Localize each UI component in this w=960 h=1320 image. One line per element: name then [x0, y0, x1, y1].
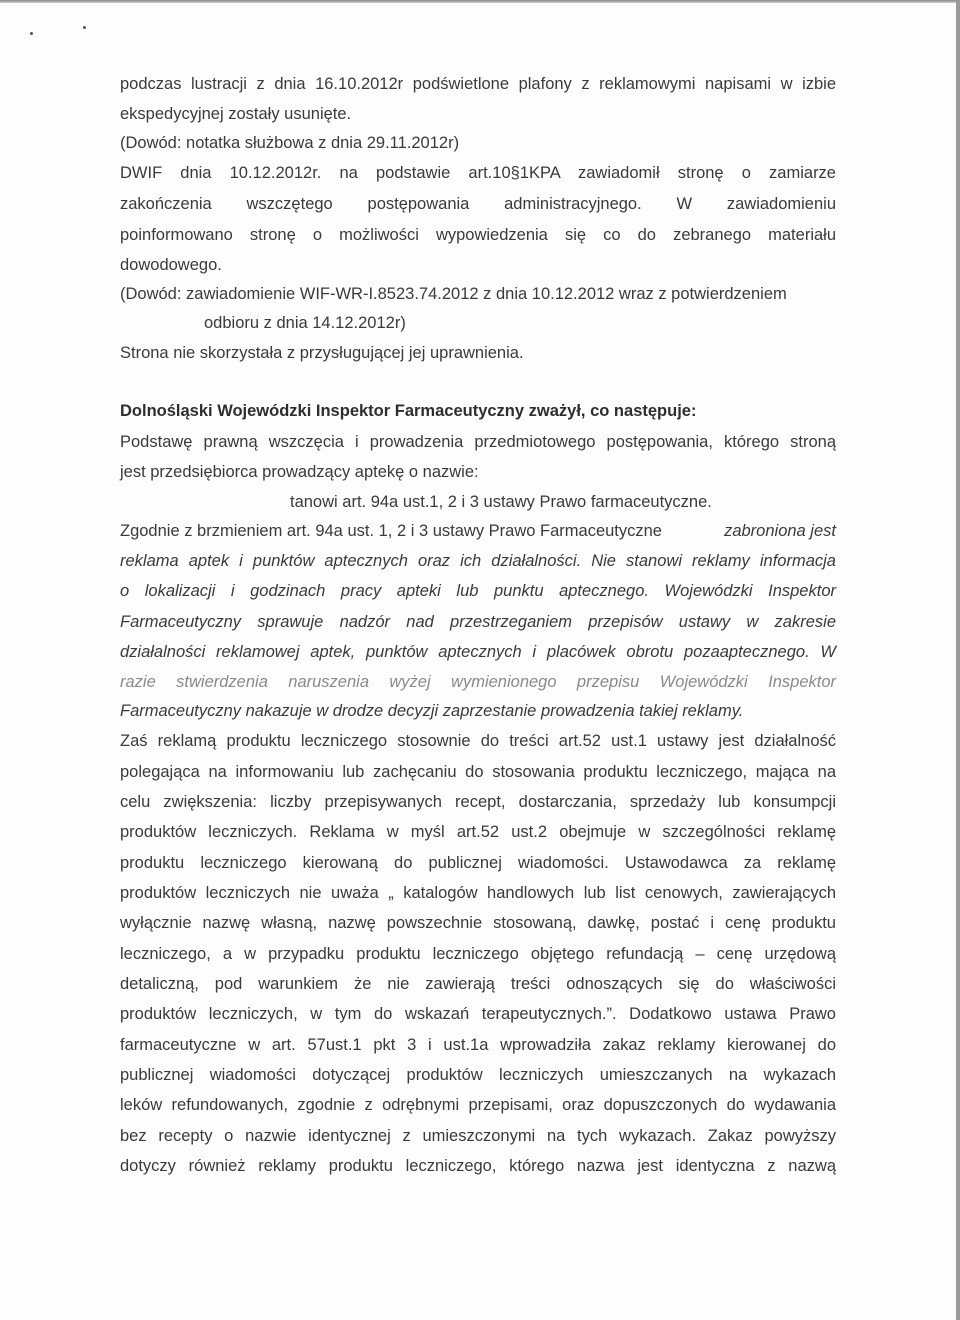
- text-line: Podstawę prawną wszczęcia i prowadzenia przedmiotowego postępowania, którego stroną: [120, 433, 836, 451]
- section-heading: [120, 401, 696, 421]
- scan-edge-top: [0, 0, 960, 3]
- text-line: produktu leczniczego kierowaną do publicznej wiadomości. Ustawodawca za reklamę: [120, 854, 836, 872]
- text-line: zakończenia wszczętego postępowania administracyjnego. W zawiadomieniu: [120, 195, 836, 213]
- text-line: odbioru z dnia 14.12.2012r): [204, 314, 406, 332]
- heading-bold: Dolnośląski Wojewódzki Inspektor Farmaceutyczny: [120, 402, 525, 420]
- text-line: Farmaceutyczny sprawuje nadzór nad przestrzeganiem przepisów ustawy w zakresie: [120, 613, 836, 631]
- text-span-italic: zabroniona jest: [724, 522, 836, 540]
- scan-speck: [83, 26, 86, 29]
- text-line: wyłącznie nazwę własną, nazwę powszechnie stosowaną, dawkę, postać i cenę produktu: [120, 914, 836, 932]
- text-line: DWIF dnia 10.12.2012r. na podstawie art.10§1KPA zawiadomił stronę o zamiarze: [120, 164, 836, 182]
- scan-edge-right: [956, 0, 960, 1320]
- text-line: Zaś reklamą produktu leczniczego stosownie do treści art.52 ust.1 ustawy jest działalność: [120, 732, 836, 750]
- text-line: Farmaceutyczny nakazuje w drodze decyzji zaprzestanie prowadzenia takiej reklamy.: [120, 702, 744, 720]
- text-line: polegająca na informowaniu lub zachęcaniu do stosowania produktu leczniczego, mająca na: [120, 763, 836, 781]
- text-line: [120, 521, 836, 541]
- text-line: razie stwierdzenia naruszenia wyżej wymienionego przepisu Wojewódzki Inspektor: [120, 673, 836, 691]
- text-line: reklama aptek i punktów aptecznych oraz ich działalności. Nie stanowi reklamy informacja: [120, 552, 836, 570]
- text-line: detaliczną, pod warunkiem że nie zawierają treści odnoszących się do właściwości: [120, 975, 836, 993]
- text-line: (Dowód: zawiadomienie WIF-WR-I.8523.74.2012 z dnia 10.12.2012 wraz z potwierdzeniem: [120, 285, 787, 303]
- text-line: ekspedycyjnej zostały usunięte.: [120, 105, 352, 123]
- text-span: Zgodnie z brzmieniem art. 94a ust. 1, 2 i 3 ustawy Prawo Farmaceutyczne: [120, 522, 662, 540]
- text-line: dowodowego.: [120, 256, 222, 274]
- text-line: leczniczego, a w przypadku produktu leczniczego objętego refundacją – cenę urzędową: [120, 945, 836, 963]
- text-line: podczas lustracji z dnia 16.10.2012r podświetlone plafony z reklamowymi napisami w izbie: [120, 75, 836, 93]
- text-line: publicznej wiadomości dotyczącej produktów leczniczych umieszczanych na wykazach: [120, 1066, 836, 1084]
- heading-rest: zważył, co następuje:: [528, 402, 697, 420]
- text-line: produktów leczniczych. Reklama w myśl art.52 ust.2 obejmuje w szczególności reklamę: [120, 823, 836, 841]
- text-line: o lokalizacji i godzinach pracy apteki lub punktu aptecznego. Wojewódzki Inspektor: [120, 582, 836, 600]
- text-line: tanowi art. 94a ust.1, 2 i 3 ustawy Prawo farmaceutyczne.: [290, 493, 712, 511]
- text-line: produktów leczniczych nie uważa „ katalogów handlowych lub list cenowych, zawierających: [120, 884, 836, 902]
- text-line: farmaceutyczne w art. 57ust.1 pkt 3 i ust.1a wprowadziła zakaz reklamy kierowanej do: [120, 1036, 836, 1054]
- text-line: poinformowano stronę o możliwości wypowiedzenia się co do zebranego materiału: [120, 226, 836, 244]
- text-line: (Dowód: notatka służbowa z dnia 29.11.2012r): [120, 134, 460, 152]
- scan-speck: [30, 32, 33, 35]
- text-line: działalności reklamowej aptek, punktów aptecznych i placówek obrotu pozaaptecznego. W: [120, 643, 836, 661]
- text-line: celu zwiększenia: liczby przepisywanych recept, dostarczania, sprzedaży lub konsumpcji: [120, 793, 836, 811]
- text-line: jest przedsiębiorca prowadzący aptekę o nazwie:: [120, 463, 479, 481]
- text-line: Strona nie skorzystała z przysługującej jej uprawnienia.: [120, 344, 524, 362]
- text-line: bez recepty o nazwie identycznej z umieszczonymi na tych wykazach. Zakaz powyższy: [120, 1127, 836, 1145]
- text-line: leków refundowanych, zgodnie z odrębnymi przepisami, oraz dopuszczonych do wydawania: [120, 1096, 836, 1114]
- text-line: produktów leczniczych, w tym do wskazań terapeutycznych.”. Dodatkowo ustawa Prawo: [120, 1005, 836, 1023]
- text-line: dotyczy również reklamy produktu leczniczego, którego nazwa jest identyczna z nazwą: [120, 1157, 836, 1175]
